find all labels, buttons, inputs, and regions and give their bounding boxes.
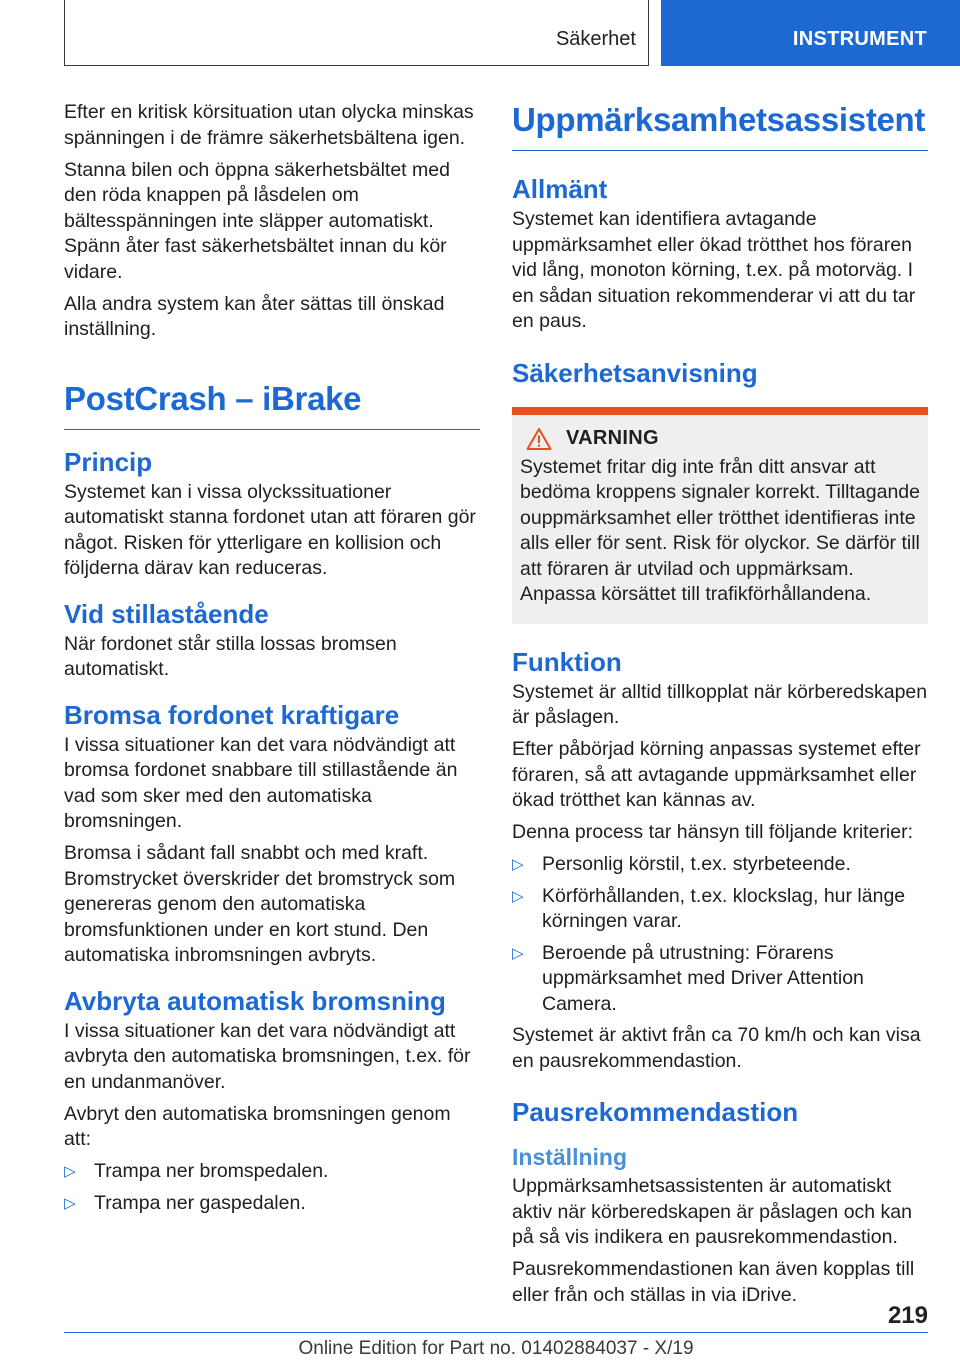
- avbryta-heading: Avbryta automatisk bromsning: [64, 985, 446, 1016]
- bromsa-text-2: Bromsa i sådant fall snabbt och med kraft. Bromstrycket överskrider det bromstryck som genereras genom den automatiska bromsfunktionen under en kort stund. Den automatiska inbromsningen avbryts.: [64, 842, 456, 966]
- avbryta-list: [64, 1159, 480, 1216]
- paus-text-1: Uppmärksamhetsassistenten är automatiskt aktiv när körberedskapen är påslagen och kan på så vis indikera en pausrekommendastion.: [512, 1175, 912, 1248]
- stillastaende-text: När fordonet står stilla lossas bromsen automatiskt.: [64, 632, 397, 680]
- triangle-bullet-icon: ▷: [512, 944, 524, 962]
- princip-text: Systemet kan i vissa olyckssituationer automatiskt stanna fordonet utan att föraren gör något. Risken för ytterligare en kollision och följderna därav kan reduceras.: [64, 480, 476, 579]
- uppmarksamhet-heading: Uppmärksamhetsassistent: [512, 100, 928, 151]
- postcrash-heading: PostCrash – iBrake: [64, 379, 480, 430]
- footer-divider: [64, 1332, 928, 1333]
- triangle-bullet-icon: ▷: [512, 887, 524, 905]
- funktion-heading: Funktion: [512, 646, 622, 677]
- funktion-text-3: Denna process tar hänsyn till följande kriterier:: [512, 821, 914, 843]
- warning-header: [520, 427, 920, 451]
- intro-paragraph-2: Stanna bilen och öppna säkerhetsbältet med den röda knappen på låsdelen om bältesspänningen inte släpper automatiskt. Spänn åter fast säkerhetsbältet innan du kör vidare.: [64, 158, 450, 283]
- warning-box: [512, 407, 928, 624]
- stillastaende-heading: Vid stillastående: [64, 598, 269, 629]
- installning-heading: Inställning: [512, 1144, 627, 1170]
- list-item: ▷ Personlig körstil, t.ex. styrbeteende.: [512, 852, 928, 878]
- allmant-heading: Allmänt: [512, 174, 608, 204]
- allmant-text: Systemet kan identifiera avtagande uppmärksamhet eller ökad trötthet hos föraren vid lång, monoton körning, t.ex. på motorväg. I en sådan situation rekommenderar vi att du tar en paus.: [512, 208, 916, 332]
- list-item: ▷ Körförhållanden, t.ex. klockslag, hur länge körningen varar.: [512, 884, 906, 932]
- footer-edition: Online Edition for Part no. 01402884037 - X/19: [298, 1338, 694, 1359]
- funktion-text-2: Efter påbörjad körning anpassas systemet efter föraren, så att avtagande uppmärksamhet eller ökad trötthet kan kännas av.: [512, 738, 921, 811]
- paus-heading: Pausrekommendastion: [512, 1097, 799, 1127]
- header-section-title: Säkerhet: [555, 28, 636, 50]
- left-column: [64, 100, 480, 1222]
- right-column: [512, 100, 928, 1315]
- sakerhet-heading: Säkerhetsanvisning: [512, 357, 758, 388]
- list-item: ▷ Beroende på utrustning: Förarens uppmärksamhet med Driver Attention Camera.: [512, 941, 864, 1015]
- funktion-text-1: Systemet är alltid tillkopplat när körberedskapen är påslagen.: [512, 680, 928, 728]
- page-number: 219: [887, 1302, 928, 1329]
- paus-text-2: Pausrekommendastionen kan även kopplas till eller från och ställas in via iDrive.: [512, 1258, 915, 1306]
- funktion-text-4: Systemet är aktivt från ca 70 km/h och kan visa en pausrekommendastion.: [512, 1024, 921, 1072]
- list-item: ▷ Trampa ner gaspedalen.: [64, 1191, 480, 1217]
- triangle-bullet-icon: ▷: [64, 1163, 76, 1180]
- princip-heading: Princip: [64, 446, 153, 477]
- triangle-bullet-icon: ▷: [64, 1194, 76, 1212]
- header-chapter-label: INSTRUMENT: [792, 28, 927, 50]
- warning-triangle-icon: [526, 427, 552, 451]
- triangle-bullet-icon: ▷: [512, 856, 524, 873]
- bromsa-text-1: I vissa situationer kan det vara nödvändigt att bromsa fordonet snabbare till stillastående än vad som sker med den automatiska bromsningen.: [64, 733, 458, 832]
- warning-label: VARNING: [566, 427, 659, 449]
- intro-paragraph-1: Efter en kritisk körsituation utan olycka minskas spänningen i de främre säkerhetsbältena igen.: [64, 101, 474, 149]
- bromsa-heading: Bromsa fordonet kraftigare: [64, 699, 400, 730]
- intro-paragraph-3: Alla andra system kan åter sättas till önskad inställning.: [64, 292, 445, 340]
- warning-text: Systemet fritar dig inte från ditt ansvar att bedöma kroppens signaler korrekt. Tilltagande ouppmärksamhet eller trötthet identifieras inte alls eller för sent. Risk för olyckor. Se därför till att föraren är utvilad och uppmärksam. Anpassa körsättet till trafikförhållandena.: [520, 455, 920, 605]
- kriterier-list: [512, 852, 928, 1017]
- list-item: ▷ Trampa ner bromspedalen.: [64, 1159, 480, 1185]
- avbryta-text-2: Avbryt den automatiska bromsningen genom att:: [64, 1102, 451, 1150]
- avbryta-text-1: I vissa situationer kan det vara nödvändigt att avbryta den automatiska bromsningen, t.ex. för en undanmanöver.: [64, 1019, 471, 1093]
